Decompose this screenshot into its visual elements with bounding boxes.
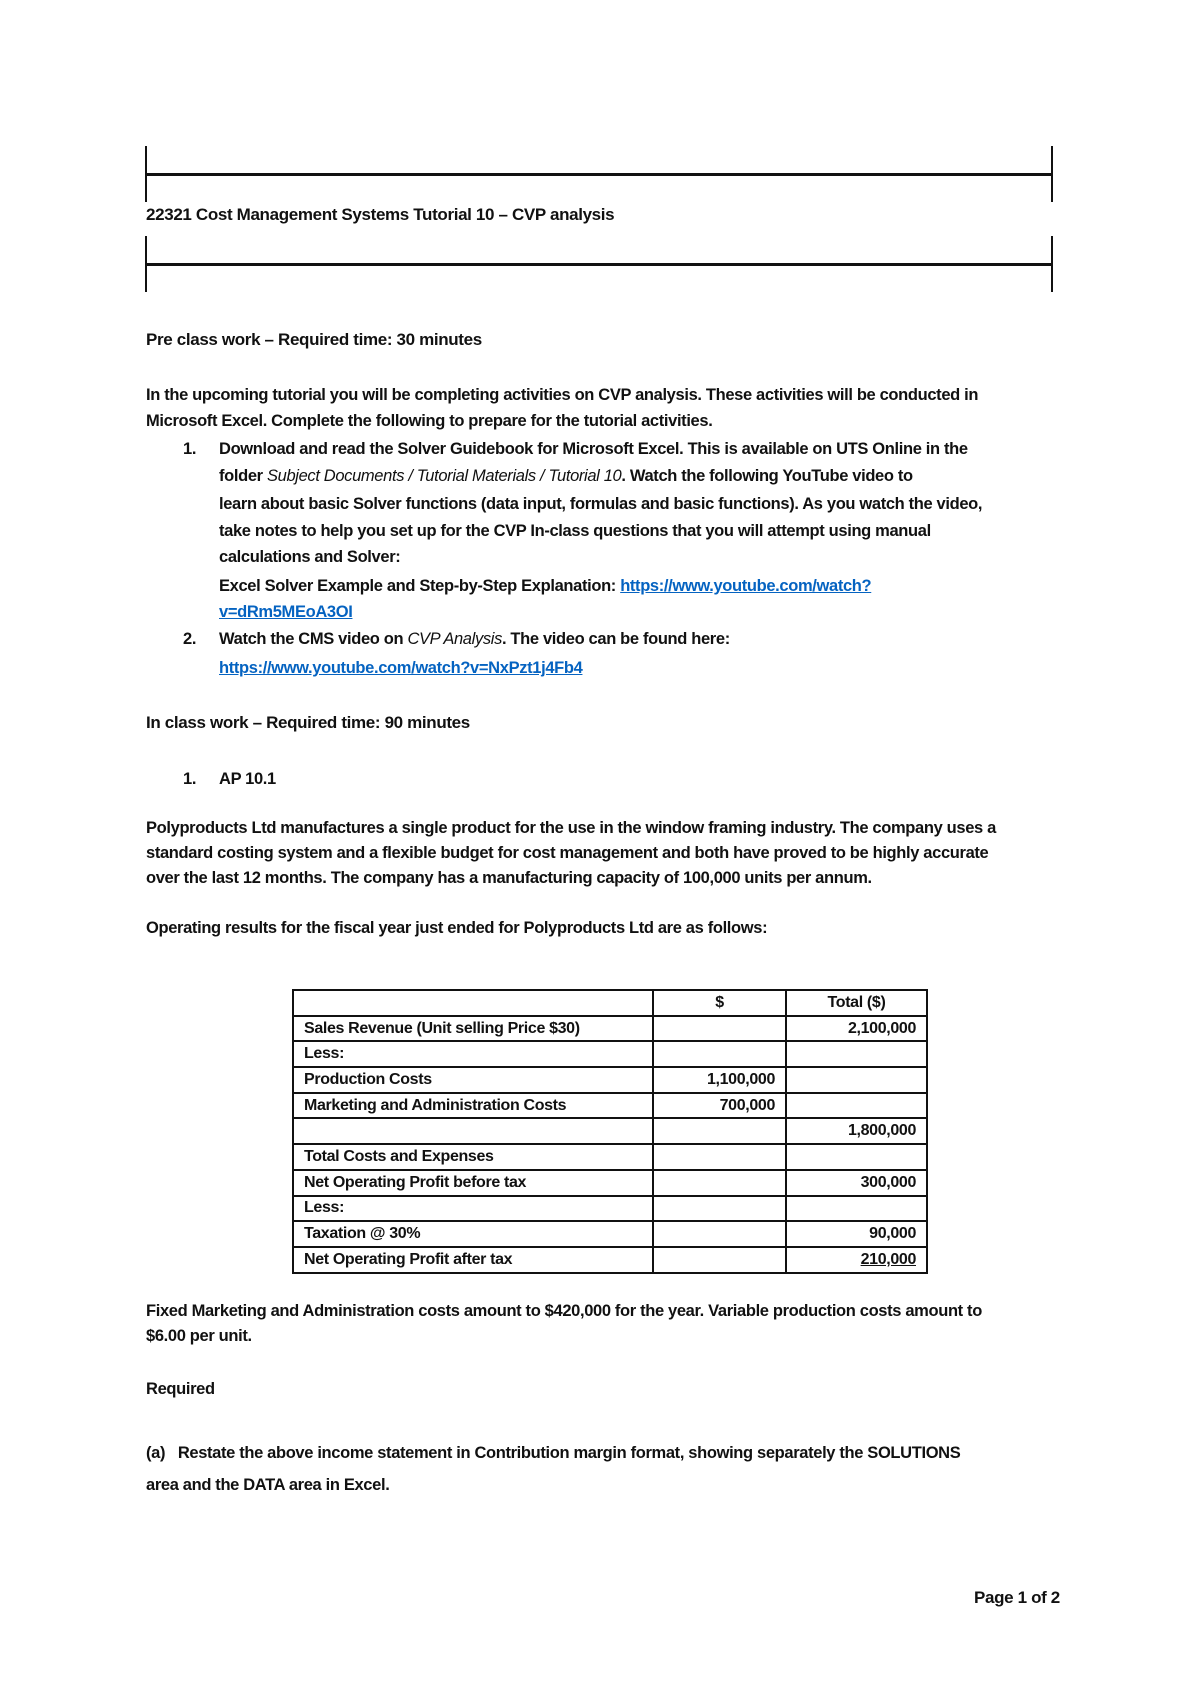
para-line: standard costing system and a flexible budget for cost management and both have proved to be highly accurate bbox=[146, 844, 989, 862]
list-number: 2. bbox=[183, 630, 197, 648]
table-cell: Less: bbox=[293, 1041, 653, 1067]
youtube-link-1[interactable]: https://www.youtube.com/watch? bbox=[620, 577, 872, 595]
youtube-link-2[interactable]: https://www.youtube.com/watch?v=NxPzt1j4Fb4 bbox=[219, 659, 583, 677]
table-cell: Net Operating Profit after tax bbox=[293, 1247, 653, 1273]
table-cell: Sales Revenue (Unit selling Price $30) bbox=[293, 1016, 653, 1042]
table-cell bbox=[786, 1041, 927, 1067]
item1-line: Download and read the Solver Guidebook for Microsoft Excel. This is available on UTS Online in the bbox=[219, 440, 968, 458]
header-cell bbox=[293, 990, 653, 1016]
table-header bbox=[293, 990, 927, 1016]
intro-line: Microsoft Excel. Complete the following to prepare for the tutorial activities. bbox=[146, 412, 713, 430]
list-number: 1. bbox=[183, 440, 197, 458]
table-cell bbox=[653, 1170, 786, 1196]
text: Excel Solver Example and Step-by-Step Explanation: bbox=[219, 577, 621, 595]
income-statement-table bbox=[292, 989, 928, 1274]
page-title: 22321 Cost Management Systems Tutorial 10 – CVP analysis bbox=[146, 205, 615, 224]
table-cell: 1,100,000 bbox=[653, 1067, 786, 1093]
table-cell: 210,000 bbox=[786, 1247, 927, 1273]
text: Watch the CMS video on bbox=[219, 630, 408, 648]
link-line bbox=[219, 602, 352, 622]
text: . Watch the following YouTube video to bbox=[621, 467, 913, 485]
table-cell: Net Operating Profit before tax bbox=[293, 1170, 653, 1196]
text: . The video can be found here: bbox=[501, 630, 730, 648]
rule-top-left bbox=[145, 146, 147, 202]
in-class-heading: In class work – Required time: 90 minutes bbox=[146, 713, 470, 732]
item1-line bbox=[219, 466, 913, 486]
table-cell bbox=[786, 1196, 927, 1222]
table-cell: 1,800,000 bbox=[786, 1118, 927, 1144]
item1-line bbox=[219, 576, 871, 596]
table-cell: 300,000 bbox=[786, 1170, 927, 1196]
table-cell bbox=[653, 1041, 786, 1067]
fixed-line: Fixed Marketing and Administration costs amount to $420,000 for the year. Variable production costs amount to bbox=[146, 1302, 982, 1320]
para-line: Polyproducts Ltd manufactures a single product for the use in the window framing industry. The company uses a bbox=[146, 819, 996, 837]
fixed-line: $6.00 per unit. bbox=[146, 1327, 252, 1345]
header-cell: $ bbox=[653, 990, 786, 1016]
table-row bbox=[293, 1221, 927, 1247]
table-cell bbox=[786, 1093, 927, 1119]
intro-line: In the upcoming tutorial you will be completing activities on CVP analysis. These activities will be conducted in bbox=[146, 386, 979, 404]
table-row bbox=[293, 1093, 927, 1119]
youtube-link-1-cont[interactable]: v=dRm5MEoA3OI bbox=[219, 603, 353, 621]
table-cell: 2,100,000 bbox=[786, 1016, 927, 1042]
table-cell: Marketing and Administration Costs bbox=[293, 1093, 653, 1119]
table-cell: 700,000 bbox=[653, 1093, 786, 1119]
table-cell: Production Costs bbox=[293, 1067, 653, 1093]
item1-line: learn about basic Solver functions (data input, formulas and basic functions). As you watch the video, bbox=[219, 495, 983, 513]
pre-class-heading: Pre class work – Required time: 30 minutes bbox=[146, 330, 482, 349]
part-a-line: area and the DATA area in Excel. bbox=[146, 1476, 390, 1494]
table-row bbox=[293, 1016, 927, 1042]
table-cell: 90,000 bbox=[786, 1221, 927, 1247]
part-a-line: (a) Restate the above income statement in Contribution margin format, showing separately the SOLUTIONS bbox=[146, 1444, 961, 1462]
table-cell bbox=[653, 1247, 786, 1273]
table-cell: Total Costs and Expenses bbox=[293, 1144, 653, 1170]
page-number: Page 1 of 2 bbox=[974, 1588, 1060, 1607]
table-row bbox=[293, 1144, 927, 1170]
rule-bottom-left bbox=[145, 236, 147, 292]
table-row bbox=[293, 1196, 927, 1222]
question-label: AP 10.1 bbox=[219, 770, 276, 788]
table-cell bbox=[293, 1118, 653, 1144]
link-line bbox=[219, 658, 582, 678]
list-number: 1. bbox=[183, 770, 197, 788]
item1-line: take notes to help you set up for the CVP In-class questions that you will attempt using manual bbox=[219, 522, 931, 540]
table-cell bbox=[786, 1067, 927, 1093]
table-row bbox=[293, 1067, 927, 1093]
table-row bbox=[293, 1041, 927, 1067]
item1-line: calculations and Solver: bbox=[219, 548, 401, 566]
video-title: CVP Analysis bbox=[407, 630, 502, 648]
folder-path: Subject Documents / Tutorial Materials / Tutorial 10 bbox=[266, 467, 622, 485]
rule-top-right bbox=[1051, 146, 1053, 202]
required-label: Required bbox=[146, 1380, 215, 1398]
table-cell bbox=[653, 1016, 786, 1042]
rule-top bbox=[146, 173, 1053, 176]
table-row bbox=[293, 1247, 927, 1273]
item2-line bbox=[219, 629, 730, 649]
table-cell: Taxation @ 30% bbox=[293, 1221, 653, 1247]
operating-line: Operating results for the fiscal year just ended for Polyproducts Ltd are as follows: bbox=[146, 919, 768, 937]
table-cell bbox=[653, 1196, 786, 1222]
table-cell bbox=[653, 1144, 786, 1170]
table-row bbox=[293, 1118, 927, 1144]
para-line: over the last 12 months. The company has a manufacturing capacity of 100,000 units per annum. bbox=[146, 869, 872, 887]
text: folder bbox=[219, 467, 267, 485]
header-cell: Total ($) bbox=[786, 990, 927, 1016]
rule-bottom-right bbox=[1051, 236, 1053, 292]
rule-bottom bbox=[146, 263, 1053, 266]
table-row bbox=[293, 1170, 927, 1196]
table-cell bbox=[786, 1144, 927, 1170]
table-cell: Less: bbox=[293, 1196, 653, 1222]
table-cell bbox=[653, 1118, 786, 1144]
table-cell bbox=[653, 1221, 786, 1247]
